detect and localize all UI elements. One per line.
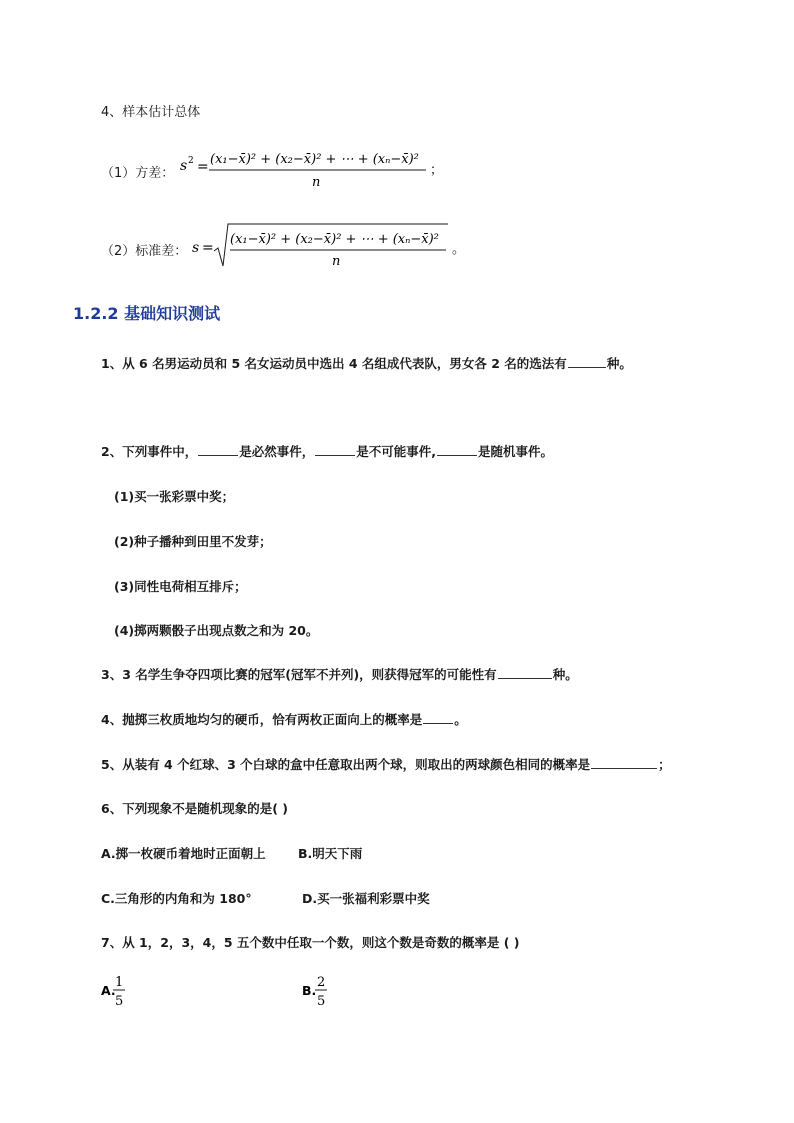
q2-item: (1)买一张彩票中奖； (114, 489, 235, 504)
section-heading: 1.2.2 基础知识测试 (73, 304, 221, 323)
q5-answer-blank[interactable] (591, 756, 657, 769)
q7-option-b-label: B. (302, 983, 317, 998)
variance-lhs: s (180, 158, 188, 174)
question-3 (101, 665, 578, 683)
q4-text: 4、抛掷三枚质地均匀的硬币，恰有两枚正面向上的概率是 (101, 712, 423, 727)
q2-item: (3)同性电荷相互排斥； (114, 579, 247, 594)
stddev-equals: = (202, 240, 214, 256)
q3-text: 3、3 名学生争夺四项比赛的冠军(冠军不并列)，则获得冠军的可能性有 (101, 667, 497, 682)
q2-item: (2)种子播种到田里不发芽； (114, 534, 272, 549)
q7-option-b[interactable] (302, 968, 342, 1016)
q1-tail: 种。 (606, 356, 632, 371)
variance-formula (176, 146, 446, 192)
q6-option-c[interactable]: C.三角形的内角和为 180° (101, 891, 252, 906)
q4-tail: 。 (454, 712, 467, 727)
q2-text-1: 2、下列事件中， (101, 444, 198, 459)
question-1 (101, 354, 632, 372)
q7-option-b-numerator: 2 (317, 975, 326, 990)
stddev-lhs: s (192, 240, 200, 256)
q7-option-a-fraction (101, 968, 141, 1012)
q7-option-b-fraction (302, 968, 342, 1012)
q7-option-b-denominator: 5 (317, 994, 326, 1009)
question-4 (101, 710, 467, 728)
q7-option-a-label: A. (101, 983, 116, 998)
stddev-label: （2）标准差： (101, 244, 188, 259)
q7-option-a[interactable] (101, 968, 141, 1016)
variance-label: （1）方差： (101, 166, 175, 181)
stddev-end: 。 (452, 242, 466, 257)
q6-option-d[interactable]: D.买一张福利彩票中奖 (302, 891, 430, 906)
q3-answer-blank[interactable] (498, 666, 552, 679)
q5-text: 5、从装有 4 个红球、3 个白球的盒中任意取出两个球，则取出的两球颜色相同的概率是 (101, 757, 591, 772)
q2-text-4: 是随机事件。 (477, 444, 553, 459)
q1-text: 1、从 6 名男运动员和 5 名女运动员中选出 4 名组成代表队，男女各 2 名的选法有 (101, 356, 567, 371)
q4-answer-blank[interactable] (423, 711, 453, 724)
q6-option-a[interactable]: A.掷一枚硬币着地时正面朝上 (101, 846, 266, 861)
question-7: 7、从 1，2，3，4，5 五个数中任取一个数，则这个数是奇数的概率是 ( ) (101, 935, 520, 950)
q2-blank-random[interactable] (437, 443, 477, 456)
q2-blank-certain[interactable] (198, 443, 238, 456)
variance-numerator: (x₁−x̄)² + (x₂−x̄)² + ⋯ + (xₙ−x̄)² (210, 152, 419, 167)
stddev-denominator: n (332, 254, 341, 269)
stddev-numerator: (x₁−x̄)² + (x₂−x̄)² + ⋯ + (xₙ−x̄)² (230, 232, 439, 247)
q2-text-2: 是必然事件， (239, 444, 315, 459)
stddev-formula (190, 221, 475, 271)
variance-end: ； (430, 163, 444, 178)
q2-item: (4)掷两颗骰子出现点数之和为 20。 (114, 623, 319, 638)
q7-option-a-denominator: 5 (115, 994, 124, 1009)
variance-equals: = (197, 159, 209, 175)
q1-answer-blank[interactable] (568, 355, 606, 368)
variance-denominator: n (312, 175, 321, 190)
question-5 (101, 755, 671, 773)
q7-option-a-numerator: 1 (115, 975, 124, 990)
section-title: 4、样本估计总体 (101, 105, 201, 120)
q6-option-b[interactable]: B.明天下雨 (298, 846, 363, 861)
question-2 (101, 442, 553, 460)
q5-tail: ； (658, 757, 671, 772)
question-6: 6、下列现象不是随机现象的是( ) (101, 801, 288, 816)
q2-text-3: 是不可能事件, (356, 444, 436, 459)
q3-tail: 种。 (552, 667, 578, 682)
q2-blank-impossible[interactable] (315, 443, 355, 456)
variance-lhs-exponent: 2 (188, 156, 194, 166)
